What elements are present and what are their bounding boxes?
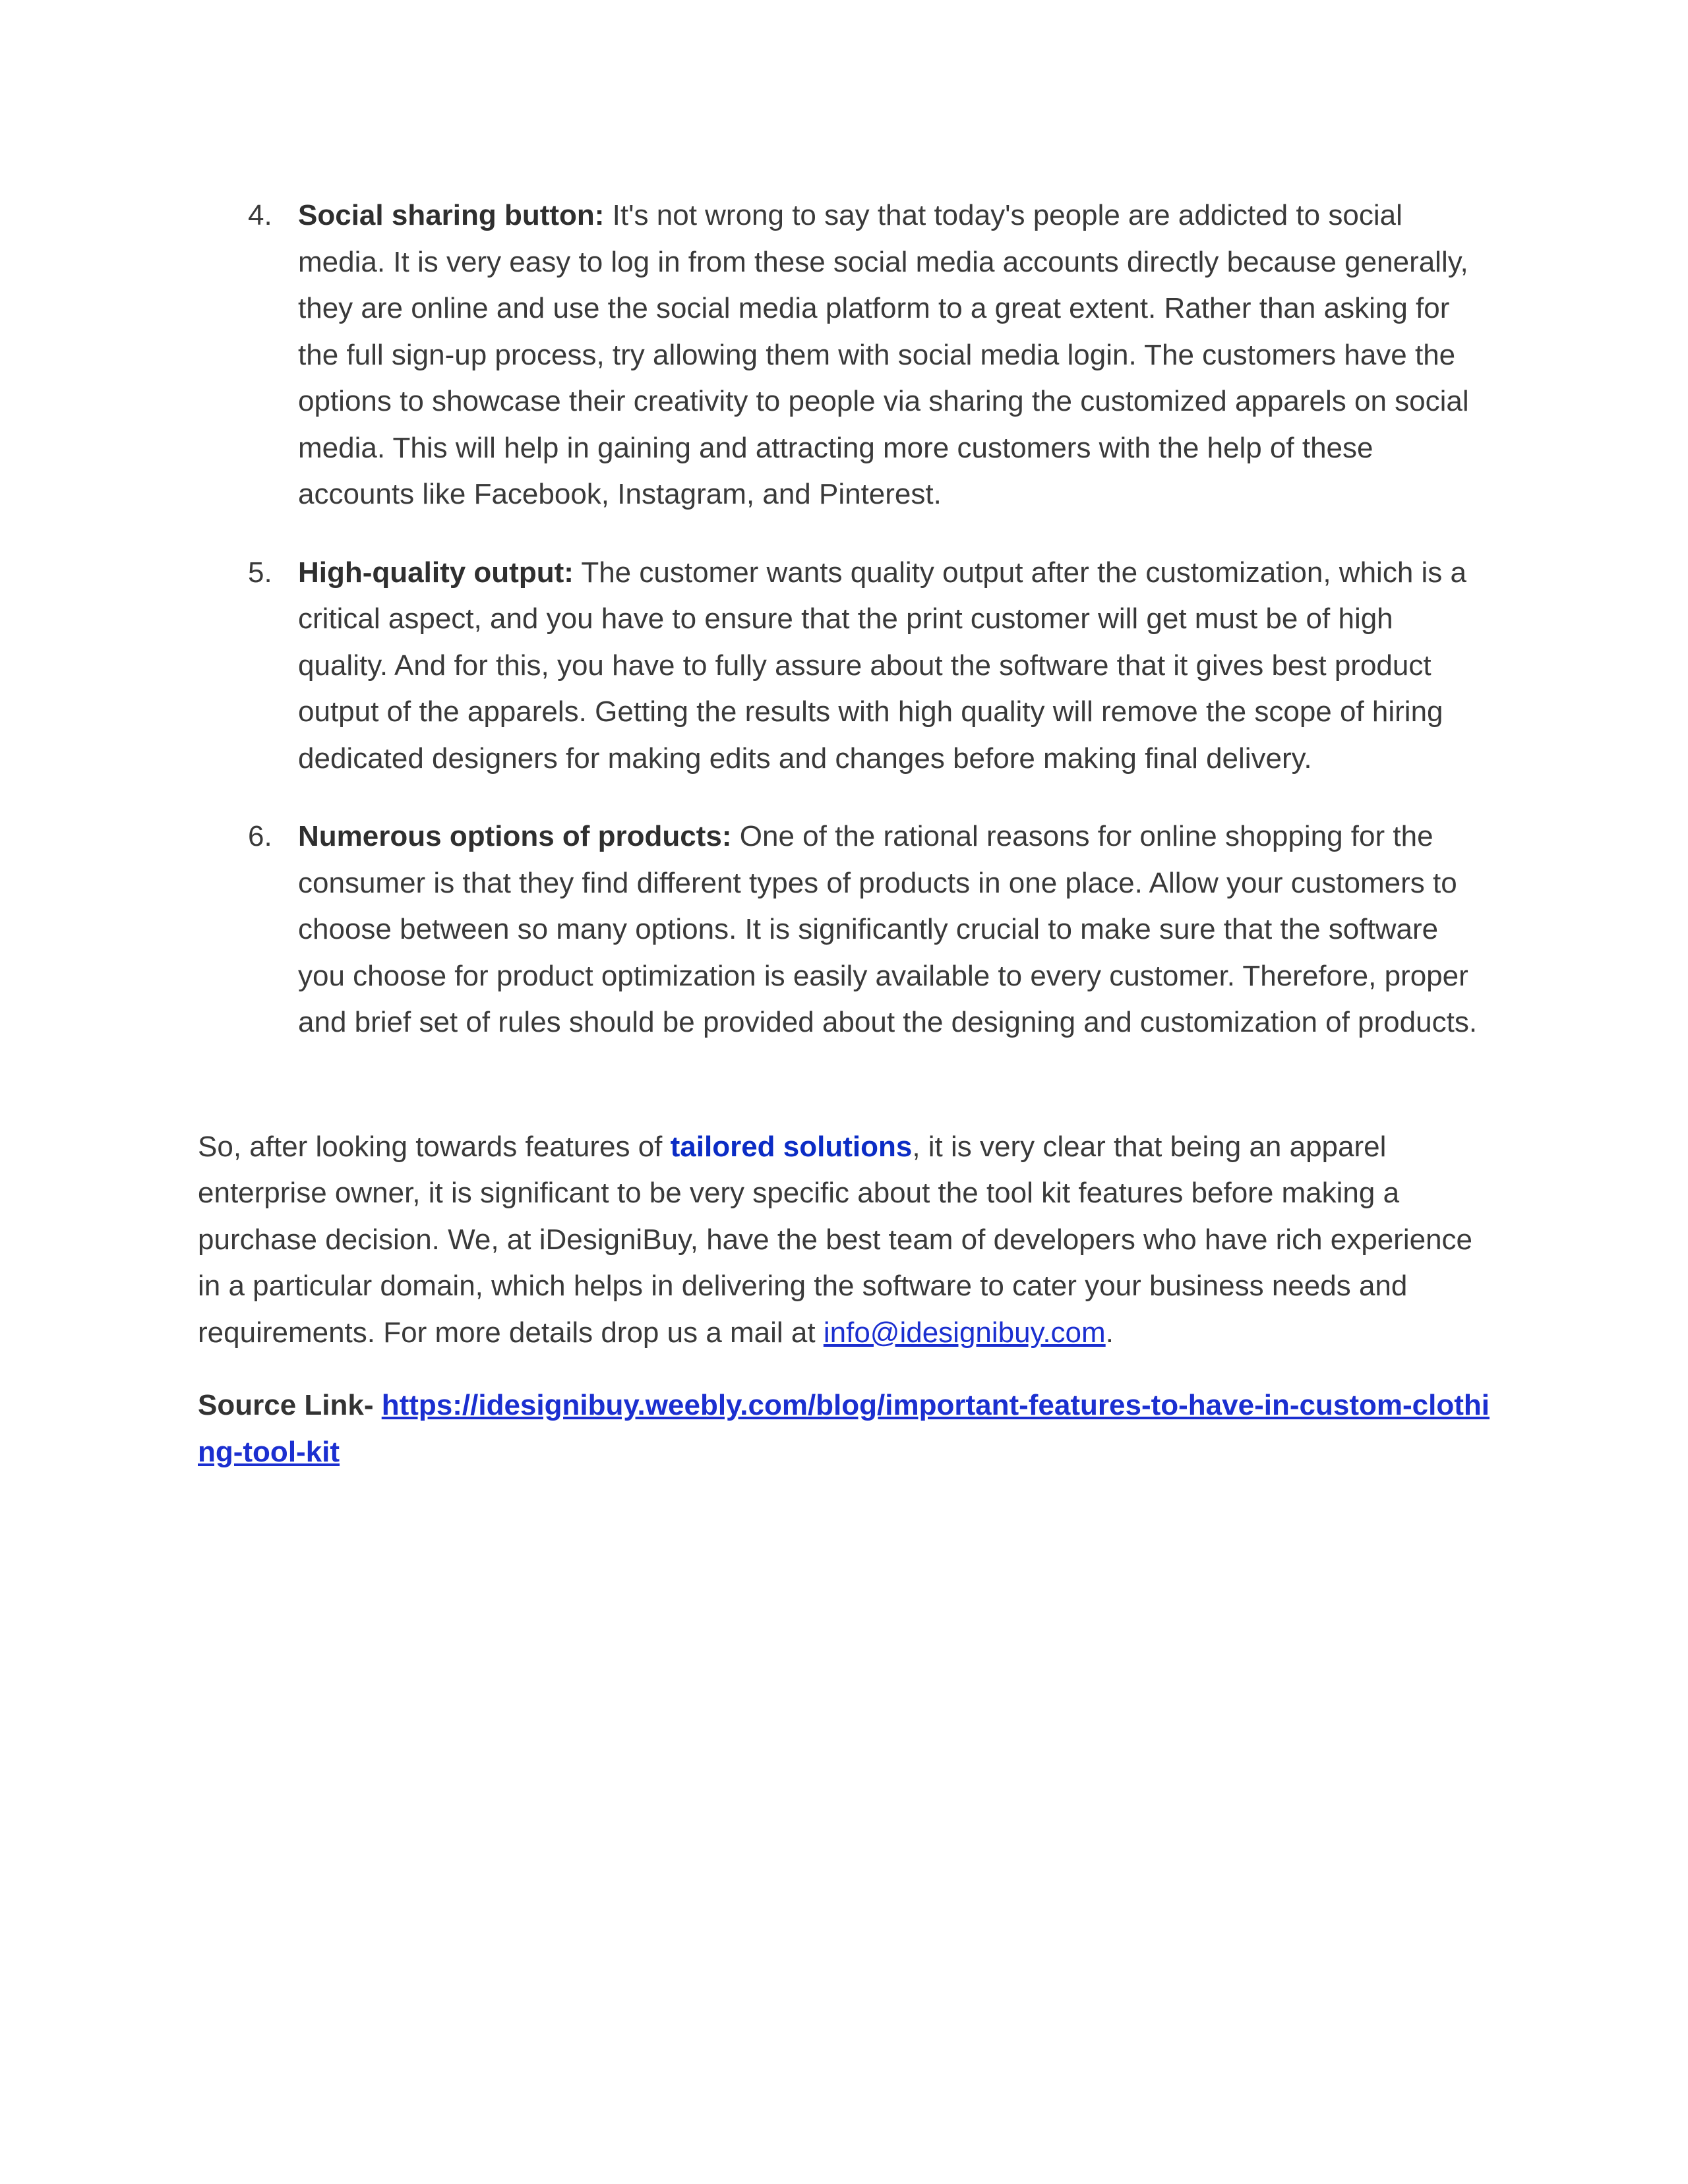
list-item [198,813,1490,1046]
list-item [198,192,1490,518]
closing-text-start: So, after looking towards features of [198,1130,671,1163]
closing-text-middle: , it is very clear that being an apparel enterprise owner, it is significant to be very specific about the tool kit features before making a purchase decision. We, at iDesigniBuy, have the best team of developers who have rich experience in a particular domain, which helps in delivering the software to cater your business needs and requirements. For more details drop us a mail at [198,1130,1473,1349]
source-url-link[interactable]: https://idesignibuy.weebly.com/blog/important-features-to-have-in-custom-clothing-tool-kit [198,1389,1490,1468]
list-item-body: The customer wants quality output after the customization, which is a critical aspect, and you have to ensure that the print customer will get must be of high quality. And for this, you have to fully assure about the software that it gives best product output of the apparels. Getting the results with high quality will remove the scope of hiring dedicated designers for making edits and changes before making final delivery. [298,556,1466,775]
source-line [198,1382,1490,1475]
list-number: 4. [248,199,272,231]
list-item-text [298,813,1490,1046]
tailored-solutions-link[interactable]: tailored solutions [670,1130,913,1163]
list-item-text [298,192,1490,518]
feature-list [198,192,1490,1046]
list-item-term: Social sharing button: [298,199,605,231]
closing-text-end: . [1105,1316,1114,1349]
list-item-term: High-quality output: [298,556,574,589]
email-link[interactable]: info@idesignibuy.com [823,1316,1106,1349]
list-number: 5. [248,556,272,589]
source-label: Source Link- [198,1389,382,1421]
list-item-text [298,550,1490,782]
list-number: 6. [248,820,272,852]
list-item-term: Numerous options of products: [298,820,732,852]
closing-paragraph [198,1124,1490,1357]
list-item [198,550,1490,782]
list-item-body: It's not wrong to say that today's people are addicted to social media. It is very easy to log in from these social media accounts directly because generally, they are online and use the social media platform to a great extent. Rather than asking for the full sign-up process, try allowing them with social media login. The customers have the options to showcase their creativity to people via sharing the customized apparels on social media. This will help in gaining and attracting more customers with the help of these accounts like Facebook, Instagram, and Pinterest. [298,199,1469,510]
list-item-body: One of the rational reasons for online shopping for the consumer is that they find different types of products in one place. Allow your customers to choose between so many options. It is significantly crucial to make sure that the software you choose for product optimization is easily available to every customer. Therefore, proper and brief set of rules should be provided about the designing and customization of products. [298,820,1478,1038]
document-content [198,192,1490,1475]
